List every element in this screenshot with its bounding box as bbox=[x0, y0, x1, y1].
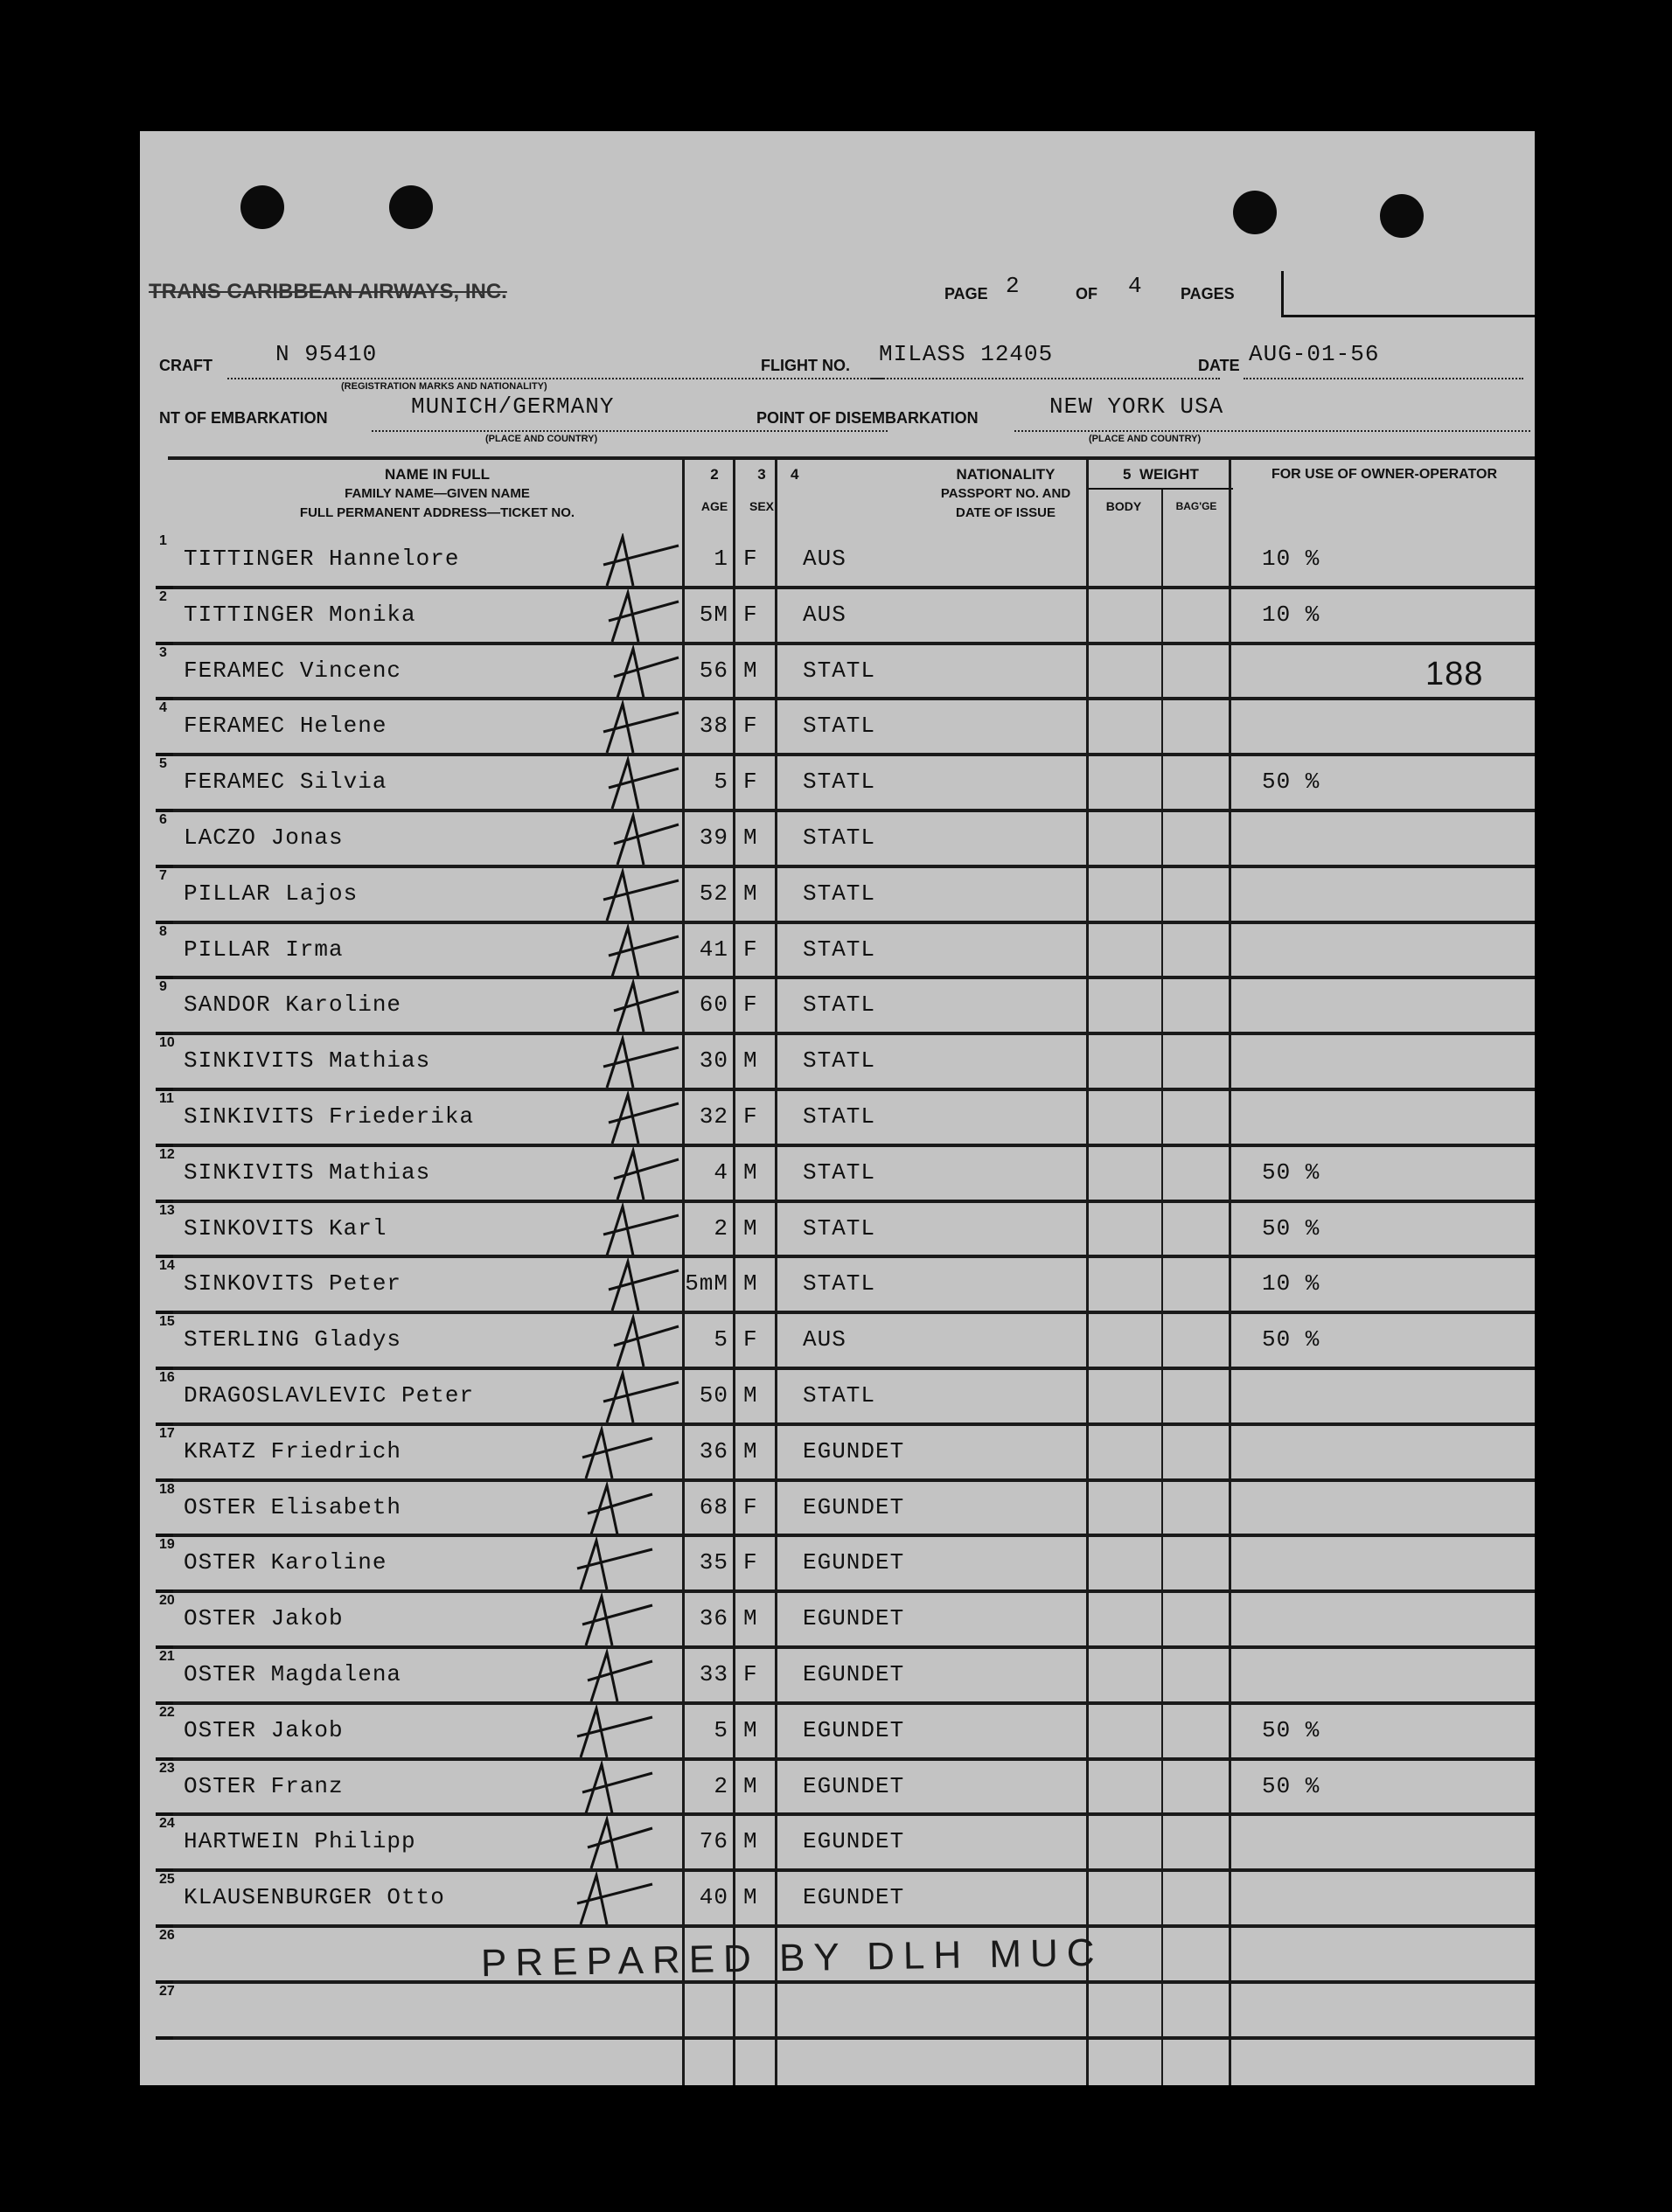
passenger-sex: M bbox=[743, 1270, 758, 1297]
row-number: 12 bbox=[159, 1146, 175, 1162]
passenger-sex: F bbox=[743, 601, 758, 628]
disembarkation-value: NEW YORK USA bbox=[1049, 393, 1224, 420]
row-number: 25 bbox=[159, 1872, 175, 1888]
row-number: 5 bbox=[159, 756, 167, 772]
handwritten-check-mark bbox=[595, 1314, 691, 1370]
passenger-sex: M bbox=[743, 657, 758, 684]
handwritten-check-mark bbox=[568, 1482, 665, 1538]
owner-operator-note: 10 % bbox=[1262, 546, 1320, 572]
passenger-nationality: STATL bbox=[803, 1103, 876, 1130]
passenger-name: SINKIVITS Mathias bbox=[184, 1047, 431, 1075]
passenger-age: 36 bbox=[699, 1437, 728, 1464]
passenger-name: TITTINGER Hannelore bbox=[184, 546, 460, 572]
passenger-name: OSTER Magdalena bbox=[184, 1661, 402, 1687]
page-label: PAGE bbox=[944, 285, 988, 303]
passenger-age: 30 bbox=[699, 1047, 728, 1075]
passenger-nationality: EGUNDET bbox=[803, 1493, 905, 1520]
owner-operator-note: 50 % bbox=[1262, 1158, 1320, 1186]
passenger-sex: F bbox=[743, 936, 758, 963]
page-number: 2 bbox=[1006, 273, 1021, 299]
passenger-nationality: STATL bbox=[803, 880, 876, 907]
table-row bbox=[140, 756, 1535, 812]
table-row bbox=[140, 1426, 1535, 1482]
name-column-header: NAME IN FULL FAMILY NAME—GIVEN NAME FULL PERMANENT ADDRESS—TICKET NO. bbox=[299, 466, 575, 520]
passenger-age: 38 bbox=[699, 713, 728, 740]
date-value: AUG-01-56 bbox=[1249, 341, 1380, 367]
embarkation-label: NT OF EMBARKATION bbox=[159, 409, 328, 427]
table-row bbox=[140, 1482, 1535, 1538]
passenger-age: 5mM bbox=[685, 1270, 728, 1297]
table-row bbox=[140, 1370, 1535, 1426]
passenger-list bbox=[140, 533, 1535, 2085]
owner-operator-note: 50 % bbox=[1262, 1214, 1320, 1242]
table-row bbox=[140, 645, 1535, 701]
page-box bbox=[1281, 271, 1535, 317]
table-row bbox=[140, 812, 1535, 868]
passenger-age: 41 bbox=[699, 936, 728, 963]
handwritten-check-mark bbox=[595, 1370, 691, 1426]
row-number: 16 bbox=[159, 1370, 175, 1385]
table-row bbox=[140, 1705, 1535, 1761]
passenger-nationality: EGUNDET bbox=[803, 1716, 905, 1743]
passenger-age: 1 bbox=[714, 546, 728, 572]
passenger-age: 4 bbox=[714, 1158, 728, 1186]
passenger-age: 76 bbox=[699, 1828, 728, 1855]
passenger-name: SINKOVITS Karl bbox=[184, 1214, 387, 1242]
punch-hole bbox=[389, 185, 433, 229]
owner-operator-note: 10 % bbox=[1262, 1270, 1320, 1297]
passenger-age: 5 bbox=[714, 769, 728, 796]
passenger-nationality: STATL bbox=[803, 824, 876, 851]
handwritten-check-mark bbox=[595, 1091, 691, 1147]
passenger-nationality: EGUNDET bbox=[803, 1661, 905, 1687]
row-number: 7 bbox=[159, 867, 167, 883]
passenger-name: DRAGOSLAVLEVIC Peter bbox=[184, 1382, 475, 1409]
embarkation-value: MUNICH/GERMANY bbox=[411, 393, 615, 420]
passenger-nationality: STATL bbox=[803, 1214, 876, 1242]
row-number: 6 bbox=[159, 812, 167, 827]
passenger-sex: M bbox=[743, 1772, 758, 1799]
passenger-name: SINKIVITS Mathias bbox=[184, 1158, 431, 1186]
passenger-age: 5 bbox=[714, 1716, 728, 1743]
passenger-nationality: STATL bbox=[803, 1158, 876, 1186]
aircraft-label: CRAFT bbox=[159, 357, 212, 374]
passenger-nationality: EGUNDET bbox=[803, 1437, 905, 1464]
handwritten-check-mark bbox=[568, 1761, 665, 1817]
handwritten-check-mark bbox=[595, 1203, 691, 1259]
passenger-age: 32 bbox=[699, 1103, 728, 1130]
owner-operator-note: 10 % bbox=[1262, 601, 1320, 628]
owner-operator-note: 50 % bbox=[1262, 1772, 1320, 1799]
passenger-nationality: STATL bbox=[803, 713, 876, 740]
passenger-sex: M bbox=[743, 824, 758, 851]
sex-column-header: 3 SEX bbox=[749, 466, 774, 513]
passenger-sex: F bbox=[743, 1103, 758, 1130]
passenger-name: STERLING Gladys bbox=[184, 1326, 402, 1353]
passenger-sex: M bbox=[743, 1605, 758, 1632]
passenger-nationality: EGUNDET bbox=[803, 1772, 905, 1799]
table-row bbox=[140, 589, 1535, 645]
table-row bbox=[140, 1091, 1535, 1147]
owner-operator-note: 50 % bbox=[1262, 1716, 1320, 1743]
row-number: 15 bbox=[159, 1314, 175, 1330]
passenger-name: FERAMEC Vincenc bbox=[184, 657, 402, 684]
row-number: 1 bbox=[159, 533, 167, 548]
handwritten-check-mark bbox=[595, 1147, 691, 1203]
passenger-nationality: STATL bbox=[803, 991, 876, 1019]
owner-operator-note: 50 % bbox=[1262, 769, 1320, 796]
table-row bbox=[140, 1872, 1535, 1928]
passenger-nationality: STATL bbox=[803, 1270, 876, 1297]
table-row bbox=[140, 1258, 1535, 1314]
manifest-sheet bbox=[140, 131, 1535, 2085]
handwritten-annotation: 188 bbox=[1425, 656, 1484, 692]
passenger-sex: M bbox=[743, 880, 758, 907]
passenger-age: 52 bbox=[699, 880, 728, 907]
handwritten-check-mark bbox=[595, 533, 691, 589]
row-number: 14 bbox=[159, 1258, 175, 1274]
handwritten-check-mark bbox=[595, 645, 691, 701]
row-number: 17 bbox=[159, 1425, 175, 1441]
handwritten-check-mark bbox=[595, 979, 691, 1035]
handwritten-check-mark bbox=[568, 1649, 665, 1705]
table-row bbox=[140, 1649, 1535, 1705]
passenger-sex: F bbox=[743, 991, 758, 1019]
table-row bbox=[140, 1593, 1535, 1649]
passenger-name: PILLAR Lajos bbox=[184, 880, 359, 907]
body-column-header: BODY bbox=[1105, 499, 1142, 513]
table-row bbox=[140, 868, 1535, 924]
row-number: 23 bbox=[159, 1760, 175, 1776]
owner-operator-note: 50 % bbox=[1262, 1326, 1320, 1353]
pages-label: PAGES bbox=[1181, 285, 1235, 303]
passenger-name: FERAMEC Silvia bbox=[184, 769, 387, 796]
table-row bbox=[140, 1147, 1535, 1203]
total-pages: 4 bbox=[1128, 273, 1143, 299]
handwritten-check-mark bbox=[568, 1705, 665, 1761]
passenger-nationality: AUS bbox=[803, 601, 846, 628]
passenger-name: HARTWEIN Philipp bbox=[184, 1828, 416, 1855]
passenger-age: 33 bbox=[699, 1661, 728, 1687]
passenger-sex: F bbox=[743, 546, 758, 572]
passenger-age: 36 bbox=[699, 1605, 728, 1632]
date-label: DATE bbox=[1198, 357, 1240, 374]
passenger-name: KRATZ Friedrich bbox=[184, 1437, 402, 1464]
passenger-age: 5M bbox=[699, 601, 728, 628]
handwritten-check-mark bbox=[568, 1426, 665, 1482]
handwritten-check-mark bbox=[595, 812, 691, 868]
disembarkation-note: (PLACE AND COUNTRY) bbox=[1089, 434, 1202, 444]
table-row bbox=[140, 979, 1535, 1035]
row-number: 19 bbox=[159, 1537, 175, 1553]
passenger-sex: F bbox=[743, 1661, 758, 1687]
passenger-nationality: AUS bbox=[803, 546, 846, 572]
punch-hole bbox=[1233, 191, 1277, 234]
passenger-age: 56 bbox=[699, 657, 728, 684]
passenger-name: OSTER Jakob bbox=[184, 1716, 344, 1743]
row-number: 9 bbox=[159, 979, 167, 995]
row-number: 18 bbox=[159, 1481, 175, 1497]
passenger-nationality: EGUNDET bbox=[803, 1884, 905, 1911]
row-number: 24 bbox=[159, 1816, 175, 1832]
passenger-name: LACZO Jonas bbox=[184, 824, 344, 851]
table-row bbox=[140, 1984, 1535, 2040]
row-number: 22 bbox=[159, 1704, 175, 1720]
passenger-nationality: AUS bbox=[803, 1326, 846, 1353]
passenger-sex: M bbox=[743, 1382, 758, 1409]
flight-label: FLIGHT NO. bbox=[761, 357, 850, 374]
table-row bbox=[140, 1203, 1535, 1259]
row-number: 11 bbox=[159, 1091, 174, 1106]
passenger-nationality: STATL bbox=[803, 1382, 876, 1409]
passenger-age: 60 bbox=[699, 991, 728, 1019]
passenger-sex: F bbox=[743, 1326, 758, 1353]
handwritten-check-mark bbox=[595, 756, 691, 812]
passenger-nationality: EGUNDET bbox=[803, 1605, 905, 1632]
passenger-name: PILLAR Irma bbox=[184, 936, 344, 963]
nationality-column-header: 4 NATIONALITY PASSPORT NO. AND DATE OF ISSUE bbox=[791, 466, 1071, 520]
handwritten-check-mark bbox=[595, 868, 691, 924]
row-number: 26 bbox=[159, 1928, 175, 1943]
passenger-age: 68 bbox=[699, 1493, 728, 1520]
handwritten-check-mark bbox=[568, 1872, 665, 1928]
baggage-column-header: BAG'GE bbox=[1175, 500, 1217, 512]
passenger-name: KLAUSENBURGER Otto bbox=[184, 1884, 445, 1911]
passenger-name: SINKIVITS Friederika bbox=[184, 1103, 475, 1130]
passenger-age: 40 bbox=[699, 1884, 728, 1911]
of-label: OF bbox=[1076, 285, 1097, 303]
passenger-name: TITTINGER Monika bbox=[184, 601, 416, 628]
passenger-nationality: EGUNDET bbox=[803, 1549, 905, 1576]
passenger-sex: F bbox=[743, 1493, 758, 1520]
table-row bbox=[140, 1314, 1535, 1370]
passenger-nationality: EGUNDET bbox=[803, 1828, 905, 1855]
prepared-by-handwriting: PREPARED BY DLH MUC bbox=[480, 1930, 1104, 1986]
passenger-nationality: STATL bbox=[803, 657, 876, 684]
passenger-name: OSTER Franz bbox=[184, 1772, 344, 1799]
handwritten-check-mark bbox=[568, 1593, 665, 1649]
row-number: 8 bbox=[159, 923, 167, 939]
table-row bbox=[140, 1761, 1535, 1817]
punch-hole bbox=[1380, 194, 1424, 238]
row-number: 20 bbox=[159, 1593, 175, 1609]
table-row bbox=[140, 1816, 1535, 1872]
passenger-age: 2 bbox=[714, 1772, 728, 1799]
passenger-age: 2 bbox=[714, 1214, 728, 1242]
passenger-age: 5 bbox=[714, 1326, 728, 1353]
age-column-header: 2 AGE bbox=[700, 466, 728, 513]
aircraft-value: N 95410 bbox=[275, 341, 378, 367]
passenger-name: OSTER Jakob bbox=[184, 1605, 344, 1632]
table-row bbox=[140, 924, 1535, 980]
handwritten-check-mark bbox=[568, 1537, 665, 1593]
passenger-age: 39 bbox=[699, 824, 728, 851]
passenger-name: SINKOVITS Peter bbox=[184, 1270, 402, 1297]
row-number: 2 bbox=[159, 588, 167, 604]
passenger-sex: M bbox=[743, 1047, 758, 1075]
embarkation-note: (PLACE AND COUNTRY) bbox=[485, 434, 598, 444]
flight-value: MILASS 12405 bbox=[879, 341, 1054, 367]
handwritten-check-mark bbox=[595, 589, 691, 645]
passenger-sex: M bbox=[743, 1716, 758, 1743]
passenger-sex: F bbox=[743, 1549, 758, 1576]
passenger-sex: M bbox=[743, 1158, 758, 1186]
weight-column-header: 5 WEIGHT bbox=[1123, 466, 1199, 483]
handwritten-check-mark bbox=[595, 700, 691, 756]
passenger-sex: M bbox=[743, 1214, 758, 1242]
passenger-sex: F bbox=[743, 769, 758, 796]
passenger-nationality: STATL bbox=[803, 769, 876, 796]
handwritten-check-mark bbox=[595, 924, 691, 980]
passenger-nationality: STATL bbox=[803, 936, 876, 963]
disembarkation-label: POINT OF DISEMBARKATION bbox=[756, 409, 979, 427]
passenger-name: SANDOR Karoline bbox=[184, 991, 402, 1019]
passenger-sex: F bbox=[743, 713, 758, 740]
passenger-name: FERAMEC Helene bbox=[184, 713, 387, 740]
aircraft-note: (REGISTRATION MARKS AND NATIONALITY) bbox=[341, 381, 547, 392]
table-row bbox=[140, 533, 1535, 589]
table-row bbox=[140, 1537, 1535, 1593]
passenger-name: OSTER Elisabeth bbox=[184, 1493, 402, 1520]
passenger-age: 35 bbox=[699, 1549, 728, 1576]
punch-hole bbox=[240, 185, 284, 229]
handwritten-check-mark bbox=[595, 1258, 691, 1314]
airline-name: TRANS CARIBBEAN AIRWAYS, INC. bbox=[149, 280, 507, 303]
handwritten-check-mark bbox=[595, 1035, 691, 1091]
table-row bbox=[140, 1035, 1535, 1091]
table-row bbox=[140, 700, 1535, 756]
row-number: 21 bbox=[159, 1649, 175, 1664]
passenger-sex: M bbox=[743, 1884, 758, 1911]
passenger-sex: M bbox=[743, 1828, 758, 1855]
row-number: 13 bbox=[159, 1202, 175, 1218]
passenger-sex: M bbox=[743, 1437, 758, 1464]
passenger-name: OSTER Karoline bbox=[184, 1549, 387, 1576]
handwritten-check-mark bbox=[568, 1816, 665, 1872]
row-number: 3 bbox=[159, 644, 167, 660]
owner-operator-column-header: FOR USE OF OWNER-OPERATOR bbox=[1271, 467, 1498, 482]
row-number: 10 bbox=[159, 1035, 175, 1051]
row-number: 27 bbox=[159, 1983, 175, 1999]
row-number: 4 bbox=[159, 700, 167, 716]
passenger-age: 50 bbox=[699, 1382, 728, 1409]
passenger-nationality: STATL bbox=[803, 1047, 876, 1075]
